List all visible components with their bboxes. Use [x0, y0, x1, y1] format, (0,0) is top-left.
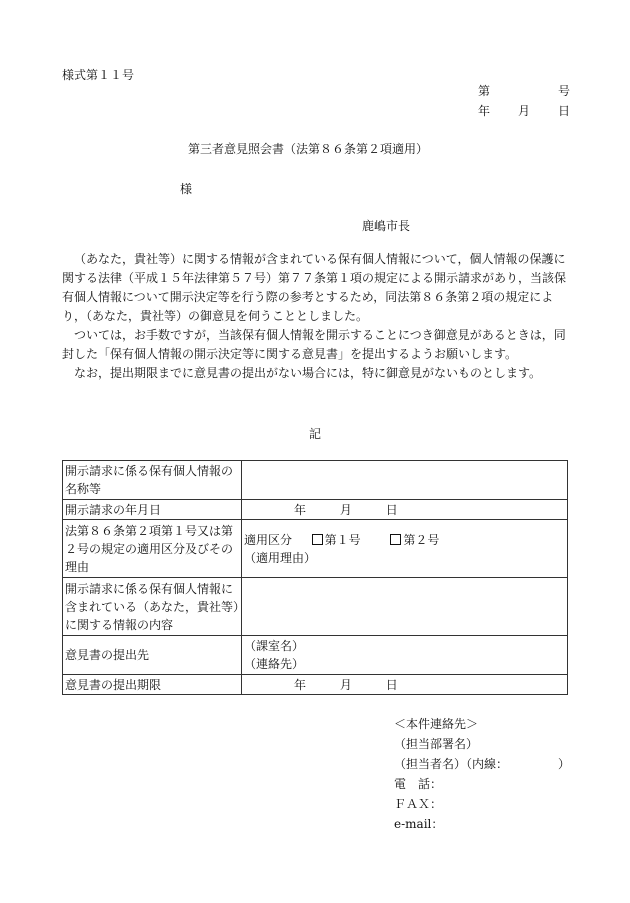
contact-heading: ＜本件連絡先＞	[394, 717, 479, 731]
table-row	[63, 461, 568, 500]
contact-person-line	[394, 754, 570, 774]
body-paragraph-1: （あなた，貴社等）に関する情報が含まれている保有個人情報について，個人情報の保護に関する法律（平成１５年法律第５７号）第７７条第１項の規定による開示請求があり，当該保有個人情報について開示決定等を行う際の参考とするため，同法第８６条第２項の規定により，（あなた，貴社等）の御意見を伺うこととしました。	[62, 252, 567, 323]
deadline-month: 月	[339, 677, 352, 692]
document-number-label: 第	[478, 84, 491, 98]
table-row	[63, 636, 568, 675]
document-title: 第三者意見照会書（法第８６条第２項適用）	[188, 142, 429, 156]
row-label-info-content: 開示請求に係る保有個人情報に含まれている（あなた，貴社等）に関する情報の内容	[63, 578, 242, 636]
row-value-info-content	[242, 578, 568, 636]
addressee-honorific: 様	[180, 182, 193, 196]
row-value-info-name	[242, 461, 568, 500]
table-row	[63, 578, 568, 636]
letter-body	[62, 250, 570, 383]
deadline-day: 日	[385, 677, 398, 692]
deadline-year: 年	[294, 677, 307, 692]
row-value-request-date	[242, 500, 568, 520]
row-value-submission-to	[242, 636, 568, 675]
table-row	[63, 500, 568, 520]
request-date-year: 年	[294, 502, 307, 517]
row-value-deadline	[242, 675, 568, 695]
row-label-category: 法第８６条第２項第１号又は第２号の規定の適用区分及びその理由	[63, 520, 242, 578]
contact-block	[394, 714, 570, 834]
body-paragraph-3: なお，提出期限までに意見書の提出がない場合には，特に御意見がないものとします。	[74, 366, 542, 380]
document-number-suffix: 号	[558, 84, 571, 98]
ki-heading: 記	[309, 427, 322, 441]
date-month-label: 月	[518, 104, 531, 118]
row-label-info-name: 開示請求に係る保有個人情報の名称等	[63, 461, 242, 500]
checkbox-option-1	[312, 534, 323, 545]
request-date-day: 日	[385, 502, 398, 517]
section-name-label: （課室名）	[244, 639, 305, 653]
row-value-category	[242, 520, 568, 578]
contact-person-close: ）	[558, 757, 571, 771]
request-date-month: 月	[339, 502, 352, 517]
option-1-label: 第１号	[324, 532, 361, 547]
category-label: 適用区分	[244, 532, 293, 547]
form-number: 様式第１１号	[62, 68, 135, 82]
contact-person: （担当者名）（内線：	[394, 757, 509, 771]
contact-department: （担当部署名）	[394, 737, 479, 751]
body-paragraph-2: ついては，お手数ですが，当該保有個人情報を開示することにつき御意見があるときは，同封した「保有個人情報の開示決定等に関する意見書」を提出するようお願いします。	[62, 328, 566, 361]
sender-name: 鹿嶋市長	[362, 219, 411, 233]
date-year-label: 年	[478, 104, 491, 118]
option-2-label: 第２号	[403, 532, 440, 547]
table-row	[63, 675, 568, 695]
checkbox-option-2	[390, 534, 401, 545]
row-label-deadline: 意見書の提出期限	[63, 675, 242, 695]
contact-email: e-mail：	[394, 817, 444, 831]
date-day-label: 日	[558, 104, 571, 118]
row-label-submission-to: 意見書の提出先	[63, 636, 242, 675]
contact-label: （連絡先）	[244, 657, 305, 671]
contact-phone: 電 話：	[394, 777, 443, 791]
details-table	[62, 460, 568, 695]
contact-fax: ＦＡＸ：	[394, 797, 443, 811]
row-label-request-date: 開示請求の年月日	[63, 500, 242, 520]
category-reason: （適用理由）	[244, 550, 317, 565]
table-row	[63, 520, 568, 578]
